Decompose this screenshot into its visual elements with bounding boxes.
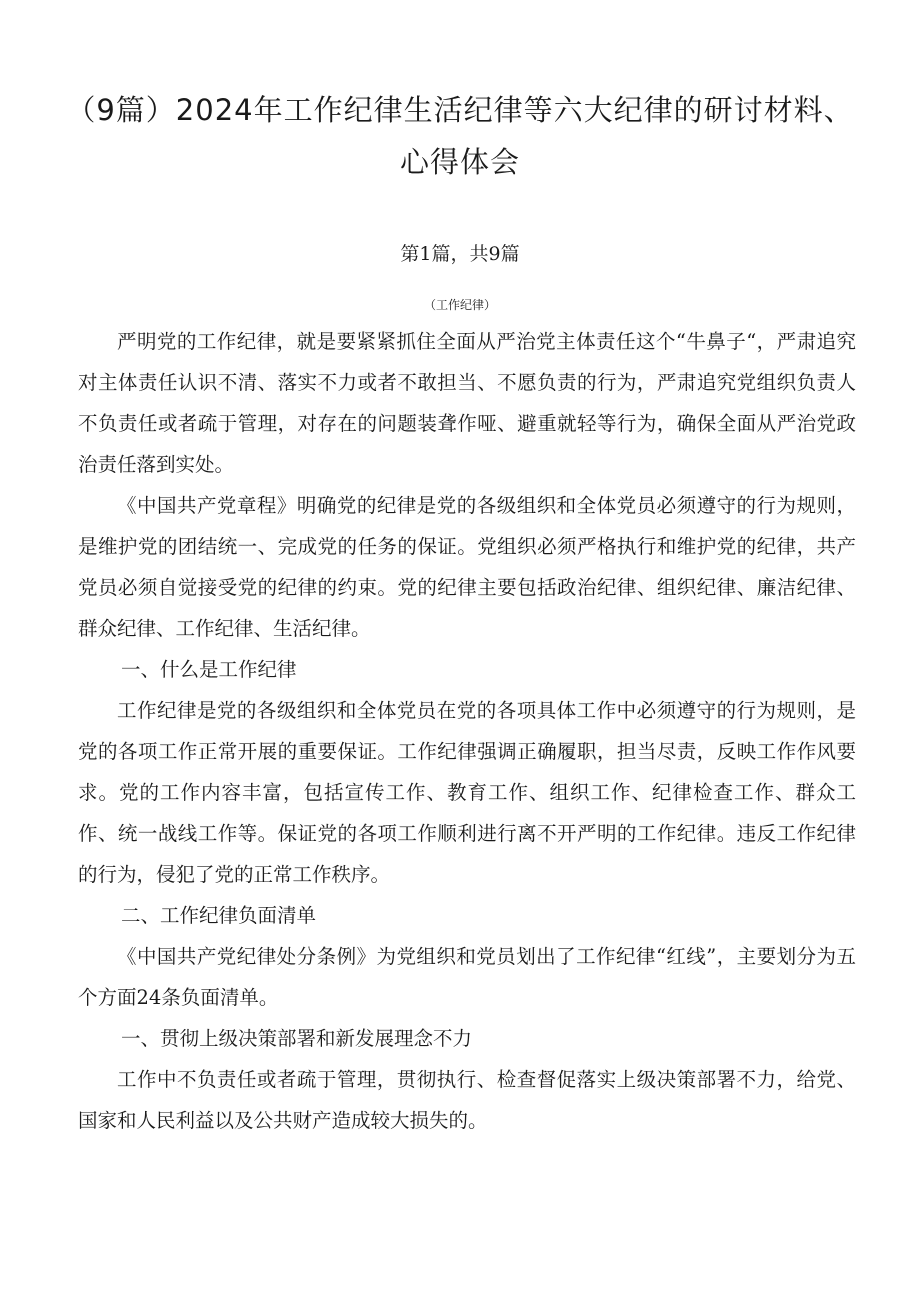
- part-subtitle: （工作纪律）: [423, 298, 496, 312]
- section-heading: 二、工作纪律负面清单: [121, 904, 317, 927]
- paragraph: 《中国共产党章程》明确党的纪律是党的各级组织和全体党员必须遵守的行为规则，是维护党的团结统一、完成党的任务的保证。党组织必须严格执行和维护党的纪律，共产党员必须自觉接受党的纪律的约束。党的纪律主要包括政治纪律、组织纪律、廉洁纪律、群众纪律、工作纪律、生活纪律。: [78, 494, 856, 640]
- section-heading: 一、贯彻上级决策部署和新发展理念不力: [121, 1027, 473, 1050]
- section-heading: 一、什么是工作纪律: [121, 658, 297, 681]
- paragraph: 严明党的工作纪律，就是要紧紧抓住全面从严治党主体责任这个“牛鼻子“，严肃追究对主体责任认识不清、落实不力或者不敢担当、不愿负责的行为，严肃追究党组织负责人不负责任或者疏于管理，对存在的问题装聋作哑、避重就轻等行为，确保全面从严治党政治责任落到实处。: [78, 330, 856, 476]
- paragraph: 工作中不负责任或者疏于管理，贯彻执行、检查督促落实上级决策部署不力，给党、国家和人民利益以及公共财产造成较大损失的。: [78, 1068, 856, 1132]
- part-label: 第1篇，共9篇: [400, 243, 520, 265]
- document-body: [78, 321, 856, 1141]
- paragraph: 工作纪律是党的各级组织和全体党员在党的各项具体工作中必须遵守的行为规则，是党的各项工作正常开展的重要保证。工作纪律强调正确履职，担当尽责，反映工作作风要求。党的工作内容丰富，包括宣传工作、教育工作、组织工作、纪律检查工作、群众工作、统一战线工作等。保证党的各项工作顺利进行离不开严明的工作纪律。违反工作纪律的行为，侵犯了党的正常工作秩序。: [78, 699, 856, 886]
- paragraph: 《中国共产党纪律处分条例》为党组织和党员划出了工作纪律“红线”，主要划分为五个方面24条负面清单。: [78, 945, 856, 1009]
- document-title: （9篇）2024年工作纪律生活纪律等六大纪律的研讨材料、心得体会: [66, 93, 854, 179]
